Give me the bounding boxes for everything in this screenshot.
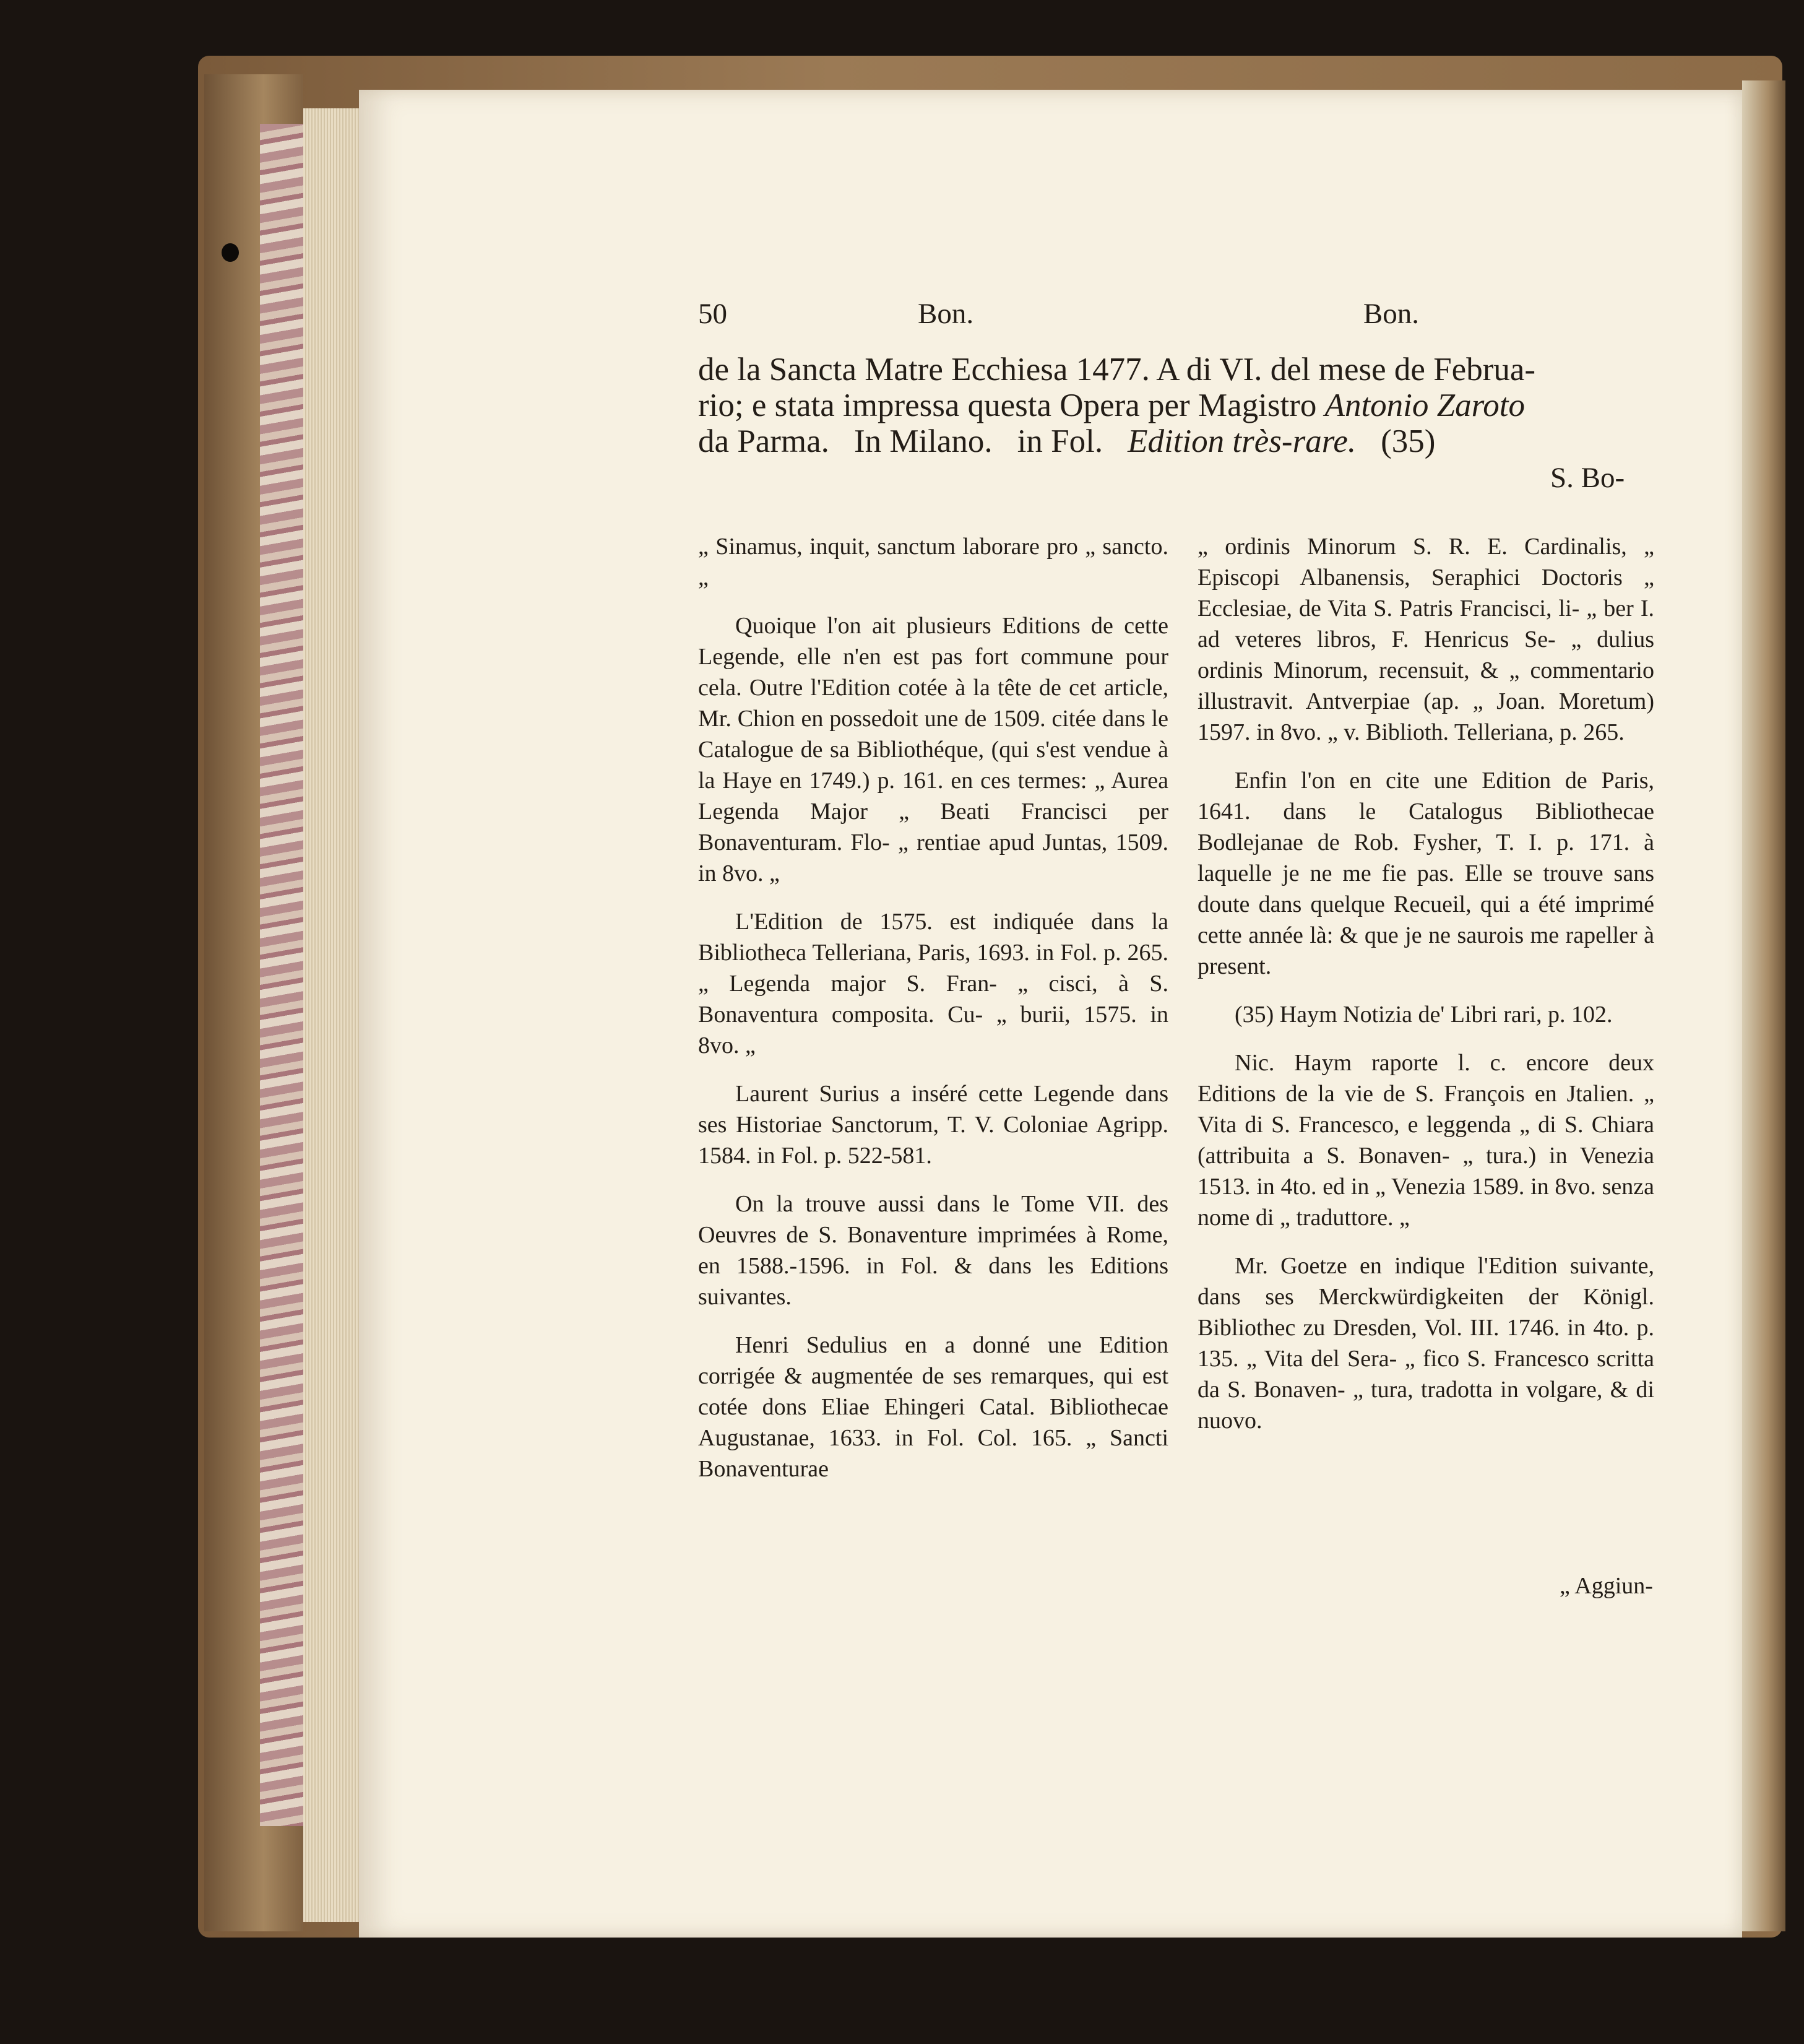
line-text: de la Sancta Matre Ecchiesa 1477. A di VI. del mese de Februa- <box>698 352 1536 388</box>
footnote-ref: (35) <box>1381 423 1436 459</box>
text-line <box>698 352 1654 388</box>
header-right-heading: Bon. <box>1363 298 1419 330</box>
page-stack <box>303 108 359 1922</box>
footnote: (35) Haym Notizia de' Libri rari, p. 102. <box>1235 1002 1613 1028</box>
line-text-part: In Milano. <box>853 423 993 459</box>
paragraph: Enfin l'on en cite une Edition de Paris, 1641. dans le Catalogus Bibliothecae Bodlejanae de Rob. Fysher, T. I. p. 171. à laquelle je ne me fie pas. Elle se trouve sans doute dans quelque Recueil, qui a été imprimé cette année là: & que je ne saurois me rapeller à present. <box>1198 768 1654 979</box>
text-line <box>698 388 1654 423</box>
paragraph: „ Sinamus, inquit, sanctum laborare pro „ sancto. „ <box>698 534 1168 591</box>
marbled-page-edge <box>260 124 303 1826</box>
line-text <box>698 388 1525 423</box>
full-width-text <box>698 352 1654 459</box>
paragraph: „ ordinis Minorum S. R. E. Cardinalis, „ Episcopi Albanensis, Seraphici Doctoris „ Ecclesiae, de Vita S. Patris Francisci, li- „ ber I. ad veteres libros, F. Henricus Se- „ dulius ordinis Minorum, recensuit, & „ commentario illustravit. Antverpiae (ap. „ Joan. Moretum) 1597. in 8vo. „ v. Biblioth. Telleriana, p. 265. <box>1198 534 1654 745</box>
right-page-edge <box>1742 80 1785 1931</box>
paragraph: On la trouve aussi dans le Tome VII. des Oeuvres de S. Bonaventure imprimées à Rome, en 1588.-1596. in Fol. & dans les Editions suivantes. <box>698 1191 1168 1310</box>
paragraph: Henri Sedulius en a donné une Edition corrigée & augmentée de ses remarques, qui est cotée dons Eliae Ehingeri Catal. Bibliothecae Augustanae, 1633. in Fol. Col. 165. „ Sancti Bonaventurae <box>698 1332 1168 1482</box>
paragraph: Mr. Goetze en indique l'Edition suivante, dans ses Merckwürdigkeiten der Königl. Bibliothec zu Dresden, Vol. III. 1746. in 4to. p. 135. „ Vita del Sera- „ fico S. Francesco scritta da S. Bonaven- „ tura, tradotta in volgare, & di nuovo. <box>1198 1253 1654 1434</box>
right-column <box>1198 531 1654 1453</box>
paragraph: Quoique l'on ait plusieurs Editions de cette Legende, elle n'en est pas fort commune pour cela. Outre l'Edition cotée à la tête de cet article, Mr. Chion en possedoit une de 1509. citée dans le Catalogue de sa Bibliothéque, (qui s'est vendue à la Haye en 1749.) p. 161. en ces termes: „ Aurea Legenda Major „ Beati Francisci per Bonaventuram. Flo- „ rentiae apud Juntas, 1509. in 8vo. „ <box>698 613 1168 886</box>
header-left-heading: Bon. <box>918 298 974 330</box>
paragraph: Laurent Surius a inséré cette Legende dans ses Historiae Sanctorum, T. V. Coloniae Agripp. 1584. in Fol. p. 522-581. <box>698 1081 1168 1169</box>
printer-name: Antonio Zaroto <box>1324 388 1526 423</box>
paragraph: L'Edition de 1575. est indiquée dans la Bibliotheca Telleriana, Paris, 1693. in Fol. p. 265. „ Legenda major S. Fran- „ cisci, à S. Bonaventura composita. Cu- „ burii, 1575. in 8vo. „ <box>698 909 1168 1059</box>
line-text-part: da Parma. <box>698 423 829 459</box>
paragraph: Nic. Haym raporte l. c. encore deux Editions de la vie de S. François en Jtalien. „ Vita di S. Francesco, e leggenda „ di S. Chiara (attribuita a S. Bonaven- „ tura.) in Venezia 1513. in 4to. ed in „ Venezia 1589. in 8vo. senza nome di „ traduttore. „ <box>1198 1050 1654 1231</box>
section-heading: S. Bo- <box>1550 462 1625 494</box>
binding-hole <box>222 243 239 262</box>
page-number: 50 <box>698 298 727 330</box>
line-text-part: in Fol. <box>1017 423 1103 459</box>
catchword: „ Aggiun- <box>1560 1573 1653 1599</box>
running-header <box>698 297 1422 334</box>
edition-note: Edition très-rare. <box>1128 423 1357 459</box>
line-text-part: rio; e stata impressa questa Opera per Magistro <box>698 388 1325 423</box>
text-line <box>698 423 1654 459</box>
left-column <box>698 531 1168 1502</box>
